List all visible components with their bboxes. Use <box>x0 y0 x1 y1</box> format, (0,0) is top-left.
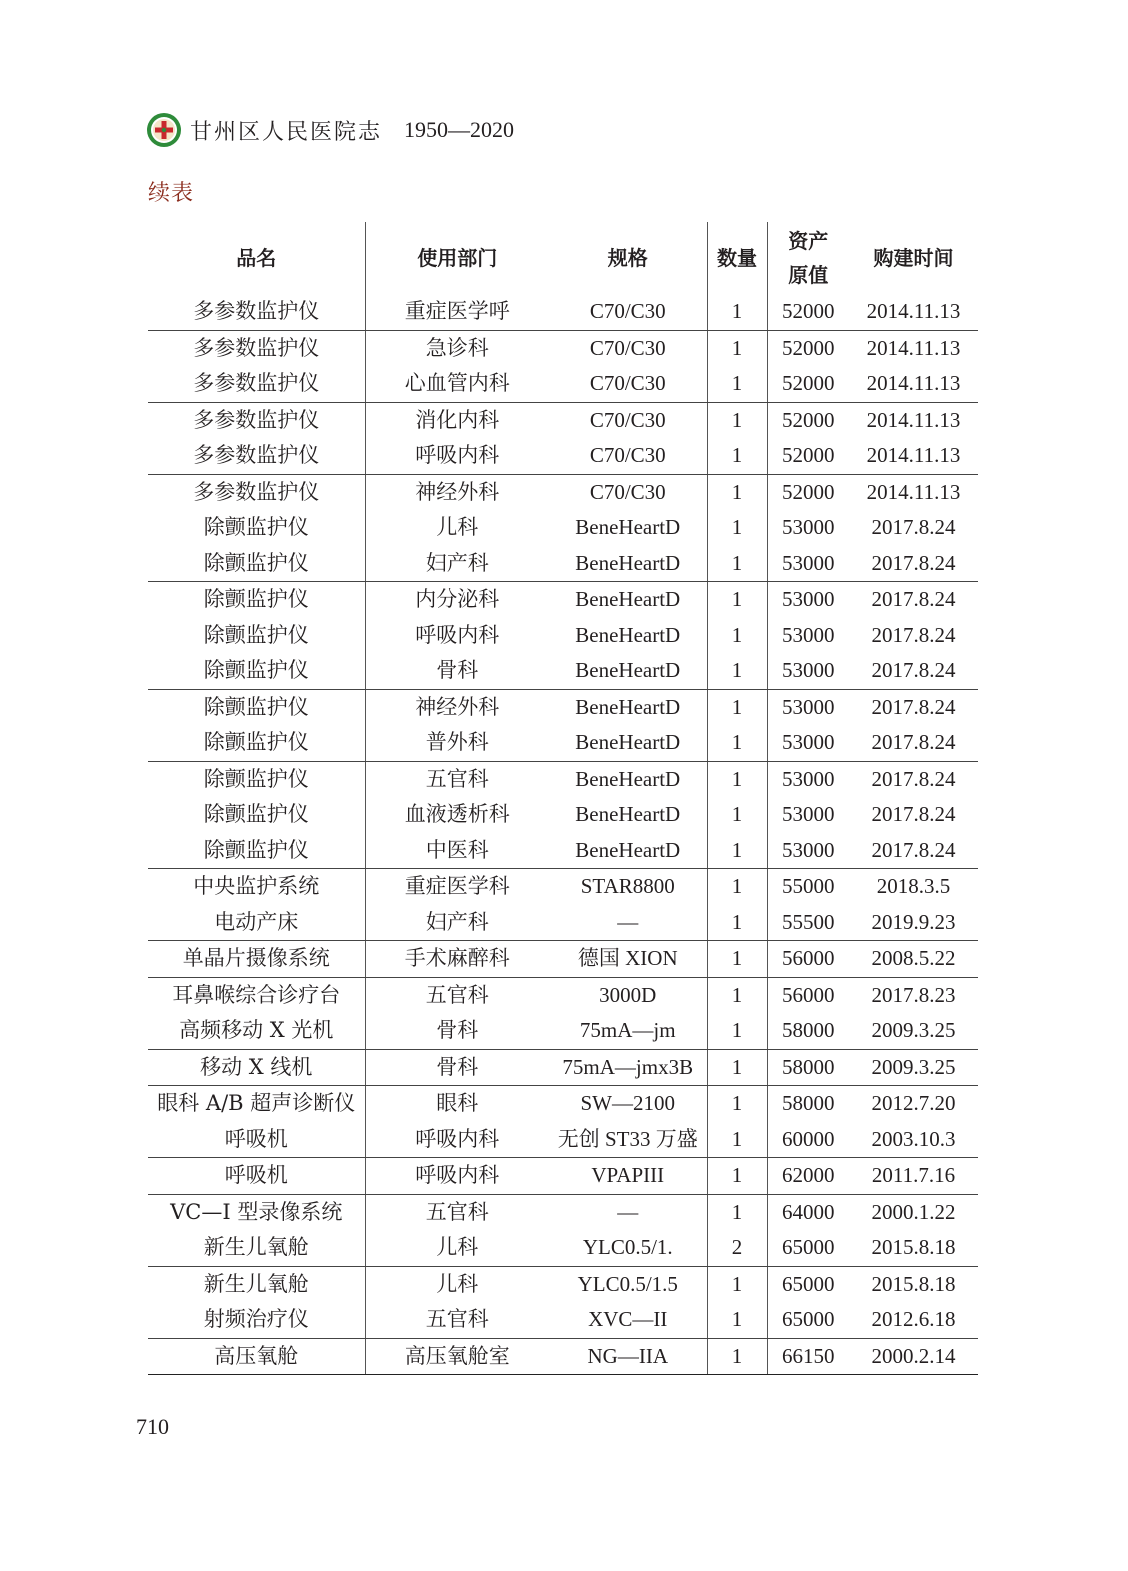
col-header-quantity <box>707 222 767 294</box>
cell-item-name: 多参数监护仪 <box>148 330 365 366</box>
table-body <box>148 294 978 1375</box>
table-row <box>148 618 978 654</box>
table-row <box>148 1338 978 1375</box>
cell-quantity: 1 <box>707 689 767 725</box>
cell-asset-value: 52000 <box>782 407 835 432</box>
cell-item-name: 高频移动 X 光机 <box>148 1013 365 1049</box>
cell-quantity: 1 <box>707 941 767 978</box>
cell-purchase-date: 2017.8.24 <box>849 546 978 582</box>
cell-quantity: 1 <box>707 510 767 546</box>
cell-asset-value: 66150 <box>767 1338 849 1375</box>
cell-item-name: 眼科 A/B 超声诊断仪 <box>148 1086 365 1122</box>
cell-quantity: 1 <box>707 1266 767 1302</box>
cell-asset-value: 53000 <box>782 694 835 719</box>
cell-item-name: 多参数监护仪 <box>148 474 365 510</box>
cell-spec: 3000D <box>549 977 707 1013</box>
cell-item-name: 呼吸机 <box>148 1158 365 1195</box>
table-row <box>148 1158 978 1195</box>
cell-spec: BeneHeartD <box>549 725 707 761</box>
cell-item-name: 电动产床 <box>148 905 365 941</box>
cell-asset-value: 53000 <box>782 622 835 647</box>
col-header-spec <box>549 222 707 294</box>
cell-purchase-date: 2017.8.24 <box>871 802 956 827</box>
cell-spec: C70/C30 <box>549 438 707 474</box>
cell-department: 骨科 <box>365 1049 549 1086</box>
cell-spec: C70/C30 <box>549 366 707 402</box>
cell-item-name: 新生儿氧舱 <box>148 1266 365 1302</box>
cell-spec: — <box>549 1194 707 1230</box>
cell-department: 呼吸内科 <box>415 622 500 647</box>
hospital-logo-svg <box>146 112 182 148</box>
cell-department: 手术麻醉科 <box>365 941 549 978</box>
cell-asset-value: 62000 <box>767 1158 849 1195</box>
cell-spec: YLC0.5/1.5 <box>549 1266 707 1302</box>
cell-spec: BeneHeartD <box>549 510 707 546</box>
cell-department: 神经外科 <box>415 479 500 504</box>
cell-department: 高压氧舱室 <box>365 1338 549 1375</box>
cell-quantity: 1 <box>707 1338 767 1375</box>
cell-item-name: 新生儿氧舱 <box>148 1230 365 1266</box>
cell-spec: 75mA—jm <box>549 1013 707 1049</box>
cell-quantity: 1 <box>707 797 767 833</box>
table-row <box>148 474 978 510</box>
col-header-department-text: 使用部门 <box>417 246 498 270</box>
cell-purchase-date: 2014.11.13 <box>866 335 961 360</box>
table-row <box>148 905 978 941</box>
cell-asset-value: 53000 <box>782 587 835 612</box>
cell-purchase-date: 2014.11.13 <box>849 438 978 474</box>
table-row <box>148 1122 978 1158</box>
cell-item-name: 单晶片摄像系统 <box>148 941 365 978</box>
cell-quantity: 1 <box>707 725 767 761</box>
table-row <box>148 330 978 366</box>
cell-spec: BeneHeartD <box>549 653 707 689</box>
col-header-name <box>148 222 365 294</box>
cell-purchase-date: 2018.3.5 <box>876 874 951 899</box>
col-header-department <box>365 222 549 294</box>
cell-spec: VPAPIII <box>549 1158 707 1195</box>
table-row <box>148 977 978 1013</box>
table-row <box>148 725 978 761</box>
cell-spec: BeneHeartD <box>549 689 707 725</box>
cell-purchase-date: 2017.8.24 <box>849 833 978 869</box>
table-row <box>148 1230 978 1266</box>
cell-item-name: 除颤监护仪 <box>148 833 365 869</box>
cell-asset-value: 64000 <box>782 1199 835 1224</box>
cell-quantity: 1 <box>707 869 767 905</box>
cell-purchase-date: 2011.7.16 <box>849 1158 978 1195</box>
cell-purchase-date: 2012.7.20 <box>871 1091 956 1116</box>
cell-spec: SW—2100 <box>549 1086 707 1122</box>
cell-quantity: 1 <box>707 1158 767 1195</box>
cell-department: 五官科 <box>425 1199 489 1224</box>
cell-asset-value: 52000 <box>782 335 835 360</box>
cell-department: 儿科 <box>436 515 479 540</box>
cell-asset-value: 53000 <box>767 833 849 869</box>
col-header-quantity-text: 数量 <box>717 246 757 270</box>
col-header-asset-value-text: 资产 原值 <box>788 229 829 287</box>
table-row <box>148 689 978 725</box>
book-years: 1950—2020 <box>404 117 515 142</box>
cell-spec: BeneHeartD <box>549 761 707 797</box>
cell-asset-value: 53000 <box>767 653 849 689</box>
table-row <box>148 438 978 474</box>
table-row <box>148 1302 978 1338</box>
cell-quantity: 1 <box>707 330 767 366</box>
cell-item-name: 移动 X 线机 <box>148 1049 365 1086</box>
cell-purchase-date: 2014.11.13 <box>849 366 978 402</box>
cell-purchase-date: 2017.8.24 <box>871 515 956 540</box>
cell-department: 神经外科 <box>415 694 500 719</box>
table-row <box>148 1266 978 1302</box>
cell-department: 五官科 <box>425 982 489 1007</box>
cell-spec: C70/C30 <box>549 294 707 330</box>
cell-item-name: 中央监护系统 <box>148 869 365 905</box>
cell-asset-value: 58000 <box>782 1091 835 1116</box>
table-row <box>148 797 978 833</box>
cell-purchase-date: 2017.8.24 <box>849 653 978 689</box>
table-continued-caption: 续表 <box>148 181 195 206</box>
cell-department: 骨科 <box>365 1013 549 1049</box>
cell-spec: NG—IIA <box>549 1338 707 1375</box>
cell-item-name: 多参数监护仪 <box>148 438 365 474</box>
cell-asset-value: 52000 <box>767 438 849 474</box>
table-row <box>148 1013 978 1049</box>
cell-asset-value: 65000 <box>782 1271 835 1296</box>
cell-quantity: 1 <box>707 653 767 689</box>
cell-department: 五官科 <box>425 766 489 791</box>
cell-spec: 无创 ST33 万盛 <box>549 1122 707 1158</box>
cell-purchase-date: 2017.8.24 <box>849 725 978 761</box>
cell-item-name: 高压氧舱 <box>148 1338 365 1375</box>
page-number: 710 <box>136 1414 169 1439</box>
cell-purchase-date: 2008.5.22 <box>849 941 978 978</box>
cell-department: 呼吸内科 <box>365 1158 549 1195</box>
cell-quantity: 1 <box>707 1049 767 1086</box>
cell-quantity: 1 <box>707 1013 767 1049</box>
cell-item-name: 除颤监护仪 <box>148 689 365 725</box>
cell-item-name: 射频治疗仪 <box>148 1302 365 1338</box>
cell-spec: C70/C30 <box>549 402 707 438</box>
cell-asset-value: 65000 <box>767 1302 849 1338</box>
cell-department: 重症医学呼 <box>365 294 549 330</box>
cell-purchase-date: 2017.8.24 <box>871 694 956 719</box>
cell-purchase-date: 2015.8.18 <box>871 1271 956 1296</box>
cell-department: 骨科 <box>365 653 549 689</box>
cell-purchase-date: 2017.8.23 <box>871 982 956 1007</box>
cell-item-name: 除颤监护仪 <box>148 761 365 797</box>
cell-department: 妇产科 <box>365 905 549 941</box>
cell-asset-value: 52000 <box>767 294 849 330</box>
cell-spec: C70/C30 <box>549 474 707 510</box>
cell-purchase-date: 2014.11.13 <box>866 479 961 504</box>
cell-quantity: 1 <box>707 294 767 330</box>
cell-asset-value: 53000 <box>782 515 835 540</box>
cell-item-name: 多参数监护仪 <box>148 366 365 402</box>
cell-department: 普外科 <box>365 725 549 761</box>
cell-spec: BeneHeartD <box>549 582 707 618</box>
cell-purchase-date: 2019.9.23 <box>849 905 978 941</box>
col-header-name-text: 品名 <box>236 246 277 270</box>
table-row <box>148 294 978 330</box>
cell-item-name: 多参数监护仪 <box>148 294 365 330</box>
cell-department: 重症医学科 <box>404 874 510 899</box>
cell-quantity: 1 <box>707 474 767 510</box>
table-row <box>148 402 978 438</box>
cell-quantity: 1 <box>707 402 767 438</box>
cell-asset-value: 53000 <box>767 546 849 582</box>
cell-purchase-date: 2009.3.25 <box>849 1013 978 1049</box>
cell-department: 心血管内科 <box>365 366 549 402</box>
cell-quantity: 1 <box>707 977 767 1013</box>
cell-department: 内分泌科 <box>415 587 500 612</box>
cell-item-name: 除颤监护仪 <box>148 725 365 761</box>
cell-spec: YLC0.5/1. <box>549 1230 707 1266</box>
cell-quantity: 1 <box>707 366 767 402</box>
cell-asset-value: 60000 <box>767 1122 849 1158</box>
cell-item-name: 多参数监护仪 <box>148 402 365 438</box>
cell-department: 呼吸内科 <box>365 438 549 474</box>
cell-item-name: 呼吸机 <box>148 1122 365 1158</box>
cell-quantity: 2 <box>707 1230 767 1266</box>
cell-spec: C70/C30 <box>549 330 707 366</box>
cell-asset-value: 52000 <box>767 366 849 402</box>
cell-spec: STAR8800 <box>549 869 707 905</box>
cell-department: 儿科 <box>436 1271 479 1296</box>
cell-spec: 德国 XION <box>549 941 707 978</box>
cell-quantity: 1 <box>707 1302 767 1338</box>
cell-quantity: 1 <box>707 582 767 618</box>
cell-department: 中医科 <box>365 833 549 869</box>
cell-purchase-date: 2009.3.25 <box>849 1049 978 1086</box>
cell-asset-value: 55000 <box>782 874 835 899</box>
cell-department: 消化内科 <box>415 407 500 432</box>
cell-spec: XVC—II <box>549 1302 707 1338</box>
cell-asset-value: 53000 <box>782 766 835 791</box>
table-row <box>148 582 978 618</box>
book-title: 甘州区人民医院志 <box>190 119 383 145</box>
table-row <box>148 833 978 869</box>
cell-spec: BeneHeartD <box>549 833 707 869</box>
running-header <box>146 110 514 150</box>
cell-purchase-date: 2017.8.24 <box>871 766 956 791</box>
table-header-row <box>148 222 978 294</box>
table-row <box>148 1194 978 1230</box>
table-row <box>148 1086 978 1122</box>
cell-asset-value: 65000 <box>767 1230 849 1266</box>
cell-quantity: 1 <box>707 761 767 797</box>
cell-spec: 75mA—jmx3B <box>549 1049 707 1086</box>
equipment-table <box>148 222 978 1375</box>
cell-department: 五官科 <box>365 1302 549 1338</box>
cell-quantity: 1 <box>707 833 767 869</box>
cell-quantity: 1 <box>707 546 767 582</box>
col-header-spec-text: 规格 <box>607 246 648 270</box>
cell-purchase-date: 2014.11.13 <box>849 294 978 330</box>
table-row <box>148 510 978 546</box>
cell-item-name: 除颤监护仪 <box>148 510 365 546</box>
cell-item-name: 除颤监护仪 <box>148 618 365 654</box>
cell-quantity: 1 <box>707 438 767 474</box>
table-row <box>148 1049 978 1086</box>
cell-purchase-date: 2000.1.22 <box>871 1199 956 1224</box>
cell-spec: BeneHeartD <box>549 546 707 582</box>
hospital-logo-icon <box>146 112 182 148</box>
cell-asset-value: 58000 <box>767 1049 849 1086</box>
cell-spec: BeneHeartD <box>549 797 707 833</box>
cell-quantity: 1 <box>707 1194 767 1230</box>
col-header-asset-value <box>767 222 849 294</box>
cell-spec: — <box>549 905 707 941</box>
cell-purchase-date: 2017.8.24 <box>871 622 956 647</box>
cell-department: 呼吸内科 <box>365 1122 549 1158</box>
cell-quantity: 1 <box>707 1122 767 1158</box>
cell-item-name: 除颤监护仪 <box>148 797 365 833</box>
cell-department: 儿科 <box>365 1230 549 1266</box>
col-header-purchase-date-text: 购建时间 <box>873 246 954 270</box>
table-row <box>148 366 978 402</box>
cell-purchase-date: 2014.11.13 <box>866 407 961 432</box>
cell-purchase-date: 2012.6.18 <box>849 1302 978 1338</box>
cell-purchase-date: 2015.8.18 <box>849 1230 978 1266</box>
cell-department: 血液透析科 <box>404 802 510 827</box>
cell-item-name: 除颤监护仪 <box>148 582 365 618</box>
table-row <box>148 941 978 978</box>
table-row <box>148 653 978 689</box>
cell-department: 妇产科 <box>365 546 549 582</box>
cell-department: 眼科 <box>436 1091 479 1116</box>
cell-item-name: 耳鼻喉综合诊疗台 <box>148 977 365 1013</box>
col-header-purchase-date <box>849 222 978 294</box>
cell-spec: BeneHeartD <box>549 618 707 654</box>
cell-department: 急诊科 <box>425 335 489 360</box>
cell-quantity: 1 <box>707 618 767 654</box>
table-row <box>148 761 978 797</box>
cell-asset-value: 56000 <box>782 982 835 1007</box>
cell-item-name: 除颤监护仪 <box>148 653 365 689</box>
cell-asset-value: 56000 <box>767 941 849 978</box>
cell-purchase-date: 2003.10.3 <box>849 1122 978 1158</box>
table-row <box>148 869 978 905</box>
cell-asset-value: 55500 <box>767 905 849 941</box>
cell-purchase-date: 2000.2.14 <box>849 1338 978 1375</box>
cell-item-name: 除颤监护仪 <box>148 546 365 582</box>
cell-item-name: VC—I 型录像系统 <box>148 1194 365 1230</box>
table-row <box>148 546 978 582</box>
cell-asset-value: 58000 <box>767 1013 849 1049</box>
cell-asset-value: 53000 <box>782 802 835 827</box>
cell-asset-value: 53000 <box>767 725 849 761</box>
cell-asset-value: 52000 <box>782 479 835 504</box>
cell-quantity: 1 <box>707 905 767 941</box>
cell-purchase-date: 2017.8.24 <box>871 587 956 612</box>
cell-quantity: 1 <box>707 1086 767 1122</box>
